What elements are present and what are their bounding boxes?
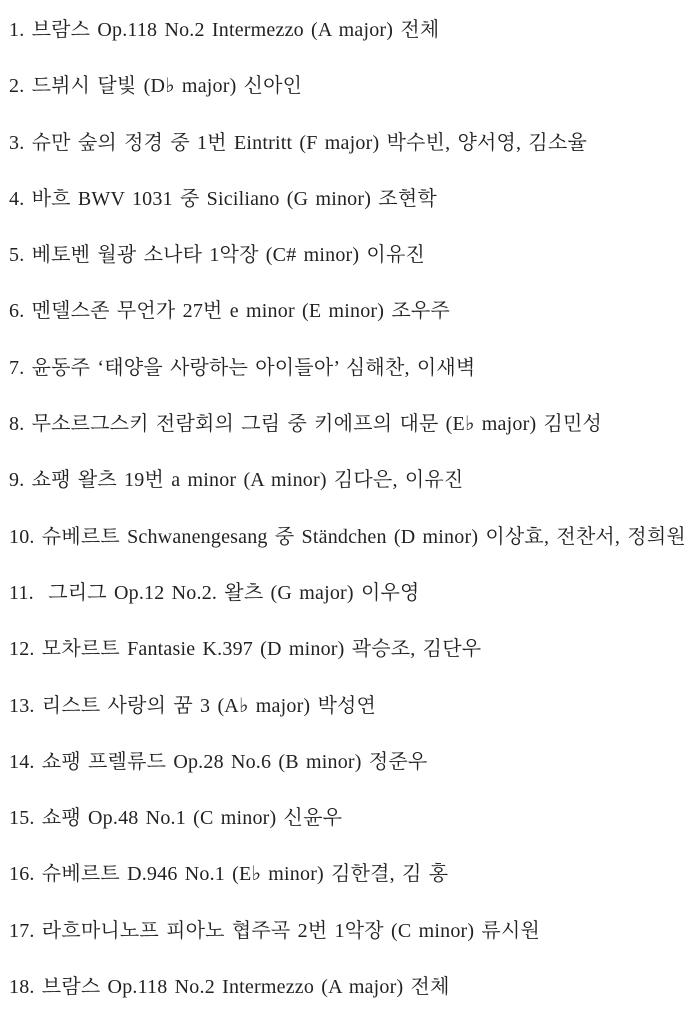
program-item-1: 1. 브람스 Op.118 No.2 Intermezzo (A major) 전체 <box>9 19 440 41</box>
program-item-9: 9. 쇼팽 왈츠 19번 a minor (A minor) 김다은, 이유진 <box>9 469 464 492</box>
program-item-4: 4. 바흐 BWV 1031 중 Siciliano (G minor) 조현학 <box>9 187 437 210</box>
program-item-15: 15. 쇼팽 Op.48 No.1 (C minor) 신윤우 <box>9 807 343 830</box>
program-item-3: 3. 슈만 숲의 정경 중 1번 Eintritt (F major) 박수빈, 양서영, 김소율 <box>9 131 587 154</box>
program-item-2: 2. 드뷔시 달빛 (D♭ major) 신아인 <box>9 75 303 98</box>
program-item-6: 6. 멘델스존 무언가 27번 e minor (E minor) 조우주 <box>9 300 450 323</box>
program-item-16: 16. 슈베르트 D.946 No.1 (E♭ minor) 김한결, 김 홍 <box>9 863 449 886</box>
program-item-14: 14. 쇼팽 프렐류드 Op.28 No.6 (B minor) 정준우 <box>9 750 428 773</box>
program-item-5: 5. 베토벤 월광 소나타 1악장 (C# minor) 이유진 <box>9 244 425 267</box>
program-item-7: 7. 윤동주 ‘태양을 사랑하는 아이들아’ 심해찬, 이새벽 <box>9 356 476 379</box>
program-item-12: 12. 모차르트 Fantasie K.397 (D minor) 곽승조, 김단우 <box>9 638 482 661</box>
program-item-17: 17. 라흐마니노프 피아노 협주곡 2번 1악장 (C minor) 류시원 <box>9 919 540 942</box>
program-item-11: 11. 그리그 Op.12 No.2. 왈츠 (G major) 이우영 <box>9 581 420 604</box>
program-item-18: 18. 브람스 Op.118 No.2 Intermezzo (A major) 전체 <box>9 976 450 999</box>
program-item-8: 8. 무소르그스키 전람회의 그림 중 키에프의 대문 (E♭ major) 김민성 <box>9 413 603 436</box>
program-item-13: 13. 리스트 사랑의 꿈 3 (A♭ major) 박성연 <box>9 694 377 717</box>
program-item-10: 10. 슈베르트 Schwanengesang 중 Ständchen (D minor) 이상효, 전찬서, 정희원 <box>9 525 686 548</box>
